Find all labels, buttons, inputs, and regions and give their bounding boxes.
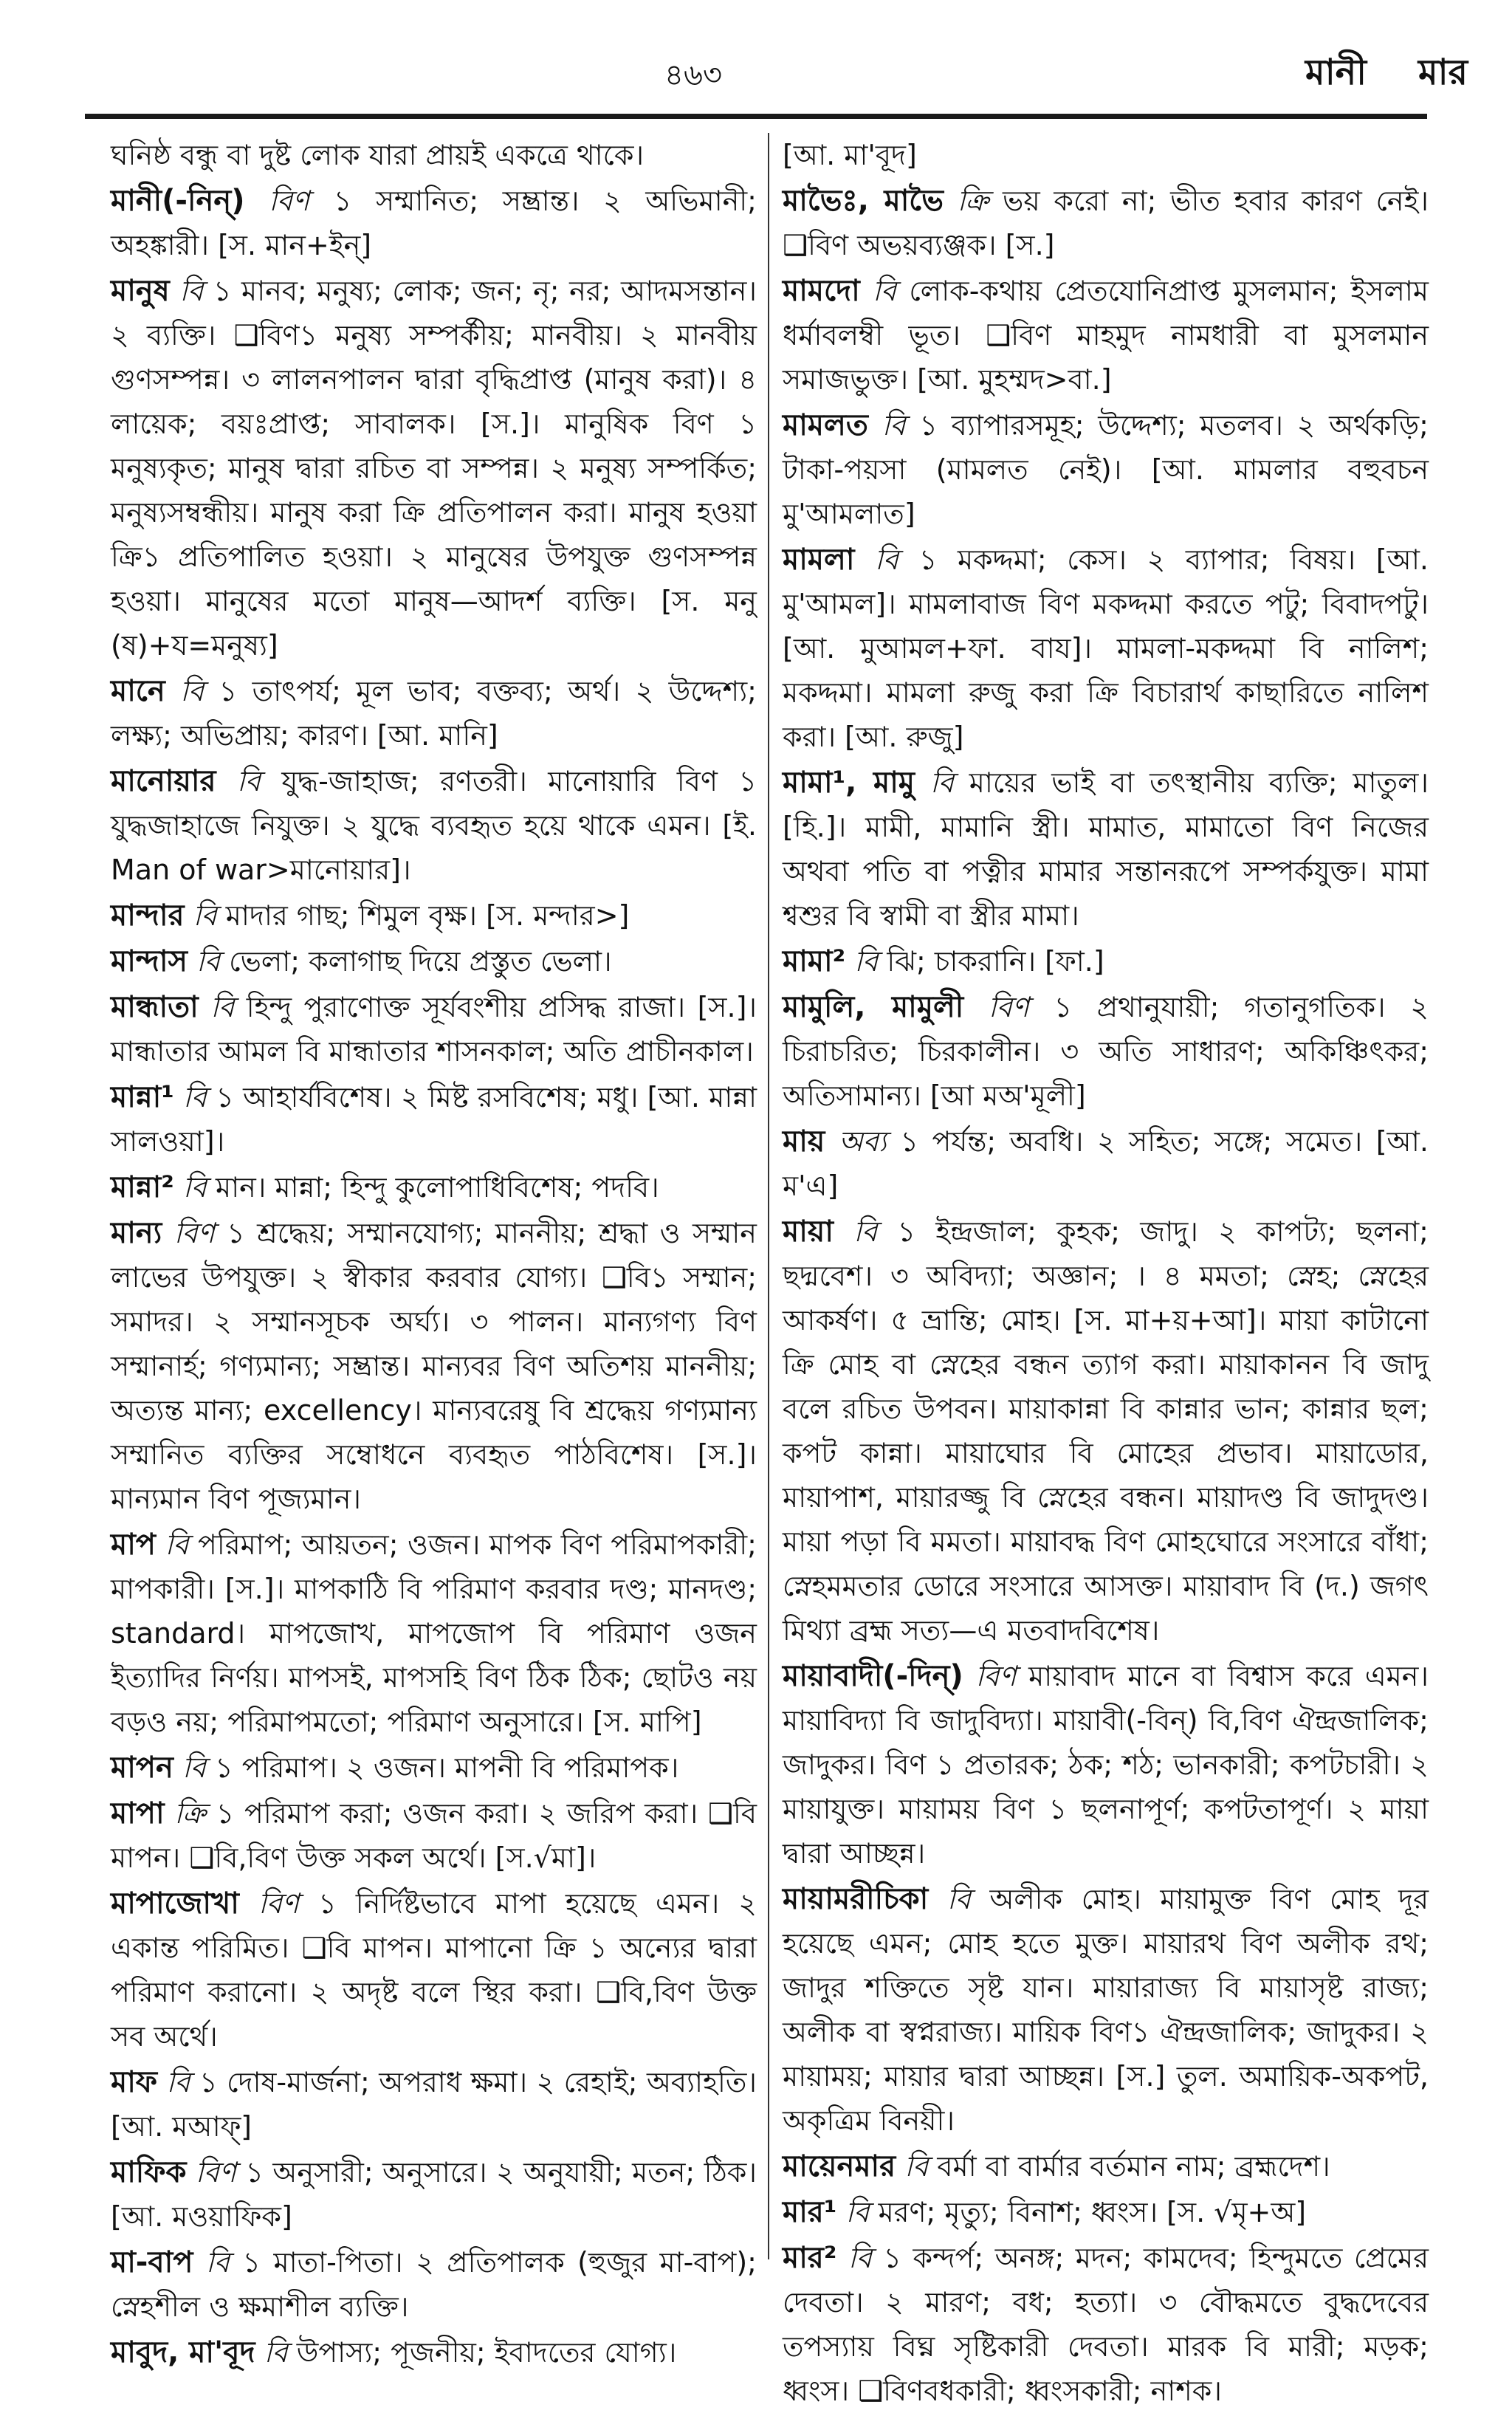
- entry-part-of-speech: বি: [929, 766, 954, 799]
- entry-definition: মায়াবাদ মানে বা বিশ্বাস করে এমন। মায়াবিদ্যা বি জাদুবিদ্যা। মায়াবী(-বিন্) বি,বিণ ঐন্দ্রজালিক; জাদুকর। বিণ ১ প্রতারক; ঠক; শঠ; ভানকারী; কপটচারী। ২ মায়াযুক্ত। মায়াময় বিণ ১ ছলনাপূর্ণ; কপটতাপূর্ণ। ২ মায়া দ্বারা আচ্ছন্ন।: [783, 1660, 1429, 1870]
- entry-headword: মানুষ: [111, 274, 170, 308]
- entry-part-of-speech: বি: [180, 675, 205, 707]
- dictionary-entry: [783, 2236, 1429, 2413]
- entry-headword: মার²: [783, 2241, 837, 2275]
- dictionary-entry: [783, 403, 1429, 536]
- entry-part-of-speech: বি: [165, 1528, 189, 1561]
- entry-definition: মান। মান্না; হিন্দু কুলোপাধিবিশেষ; পদবি।: [215, 1171, 659, 1204]
- entry-headword: মান্না¹: [111, 1080, 174, 1114]
- entry-part-of-speech: ক্রি: [957, 185, 989, 217]
- dictionary-entry: [111, 133, 757, 177]
- entry-part-of-speech: বি: [904, 2150, 929, 2183]
- entry-part-of-speech: বি: [946, 1883, 971, 1915]
- dictionary-entry: [111, 1791, 757, 1880]
- entry-definition: ১ শ্রদ্ধেয়; সম্মানযোগ্য; মাননীয়; শ্রদ্ধা ও সম্মান লাভের উপযুক্ত। ২ স্বীকার করবার যোগ্য। ❑বি১ সম্মান; সমাদর। ২ সম্মানসূচক অর্ঘ্য। ৩ পালন। মান্যগণ্য বিণ সম্মানার্হ; গণ্যমান্য; সম্ভ্রান্ত। মান্যবর বিণ অতিশয় মাননীয়; অত্যন্ত মান্য; excellency। মান্যবরেষু বি শ্রদ্ধেয় গণ্যমান্য সম্মানিত ব্যক্তির সম্বোধনে ব্যবহৃত পাঠবিশেষ। [স.]। মান্যমান বিণ পূজ্যমান।: [111, 1217, 757, 1515]
- page-number: ৪৬৩: [664, 58, 722, 92]
- guide-word-last: মার: [1418, 52, 1468, 93]
- header-rule: [85, 114, 1427, 119]
- entry-headword: মাভৈঃ, মাভৈ: [783, 184, 944, 218]
- entry-definition: ১ পর্যন্ত; অবধি। ২ সহিত; সঙ্গে; সমেত। [আ. ম'এ]: [783, 1125, 1429, 1202]
- entry-definition: ১ প্রথানুযায়ী; গতানুগতিক। ২ চিরাচরিত; চিরকালীন। ৩ অতি সাধারণ; অকিঞ্চিৎকর; অতিসামান্য। [আ মঅ'মূলী]: [783, 991, 1429, 1112]
- dictionary-entry: [111, 1211, 757, 1521]
- entry-headword: মান্না²: [111, 1170, 174, 1204]
- entry-definition: ১ দোষ-মার্জনা; অপরাধ ক্ষমা। ২ রেহাই; অব্যাহতি। [আ. মআফ্]: [111, 2066, 757, 2143]
- entry-headword: মায়া: [783, 1215, 834, 1249]
- entry-headword: মান্দার: [111, 899, 185, 933]
- entry-headword: মাফিক: [111, 2155, 187, 2189]
- dictionary-entry: [783, 179, 1429, 267]
- entry-part-of-speech: বি: [210, 991, 235, 1023]
- entry-part-of-speech: বি: [264, 2336, 288, 2369]
- entry-definition: বর্মা বা বার্মার বর্তমান নাম; ব্রহ্মদেশ।: [937, 2150, 1330, 2183]
- dictionary-entry: [783, 133, 1429, 177]
- entry-definition: ১ ইন্দ্রজাল; কুহক; জাদু। ২ কাপট্য; ছলনা; ছদ্মবেশ। ৩ অবিদ্যা; অজ্ঞান; । ৪ মমতা; স্নেহ; স্নেহের আকর্ষণ। ৫ ভ্রান্তি; মোহ। [স. মা+য়+আ]। মায়া কাটানো ক্রি মোহ বা স্নেহের বন্ধন ত্যাগ করা। মায়াকানন বি জাদু বলে রচিত উপবন। মায়াকান্না বি কান্নার ভান; কান্নার ছল; কপট কান্না। মায়াঘোর বি মোহের প্রভাব। মায়াডোর, মায়াপাশ, মায়ারজ্জু বি স্নেহের বন্ধন। মায়াদণ্ড বি জাদুদণ্ড। মায়া পড়া বি মমতা। মায়াবদ্ধ বিণ মোহঘোরে সংসারে বাঁধা; স্নেহমমতার ডোরে সংসারে আসক্ত। মায়াবাদ বি (দ.) জগৎ মিথ্যা ব্রহ্ম সত্য—এ মতবাদবিশেষ।: [783, 1215, 1429, 1647]
- entry-part-of-speech: বি: [193, 899, 217, 932]
- entry-definition: ১ মাতা-পিতা। ২ প্রতিপালক (হুজুর মা-বাপ); স্নেহশীল ও ক্ষমাশীল ব্যক্তি।: [111, 2246, 757, 2323]
- guide-words: [1305, 46, 1468, 104]
- entry-part-of-speech: বিণ: [258, 1887, 299, 1920]
- entry-part-of-speech: বিণ: [975, 1660, 1017, 1692]
- entry-headword: মামলা: [783, 543, 855, 577]
- dictionary-entry: [783, 269, 1429, 402]
- entry-part-of-speech: বিণ: [173, 1217, 215, 1249]
- dictionary-entry: [783, 2190, 1429, 2234]
- entry-headword: মাপা: [111, 1796, 165, 1830]
- entry-definition: অলীক মোহ। মায়ামুক্ত বিণ মোহ দূর হয়েছে এমন; মোহ হতে মুক্ত। মায়ারথ বিণ অলীক রথ; জাদুর শক্তিতে সৃষ্ট যান। মায়ারাজ্য বি মায়াসৃষ্ট রাজ্য; অলীক বা স্বপ্নরাজ্য। মায়িক বিণ১ ঐন্দ্রজালিক; জাদুকর। ২ মায়াময়; মায়ার দ্বারা আচ্ছন্ন। [স.] তুল. অমায়িক-অকপট, অকৃত্রিম বিনয়ী।: [783, 1883, 1429, 2137]
- entry-headword: মামা²: [783, 944, 846, 978]
- entry-part-of-speech: বিণ: [269, 185, 310, 217]
- dictionary-entry: [783, 2144, 1429, 2189]
- entry-part-of-speech: বি: [845, 2196, 870, 2228]
- entry-part-of-speech: বি: [236, 765, 261, 797]
- dictionary-entry: [111, 179, 757, 267]
- dictionary-entry: [111, 1881, 757, 2059]
- entry-definition: ১ ব্যাপারসমূহ; উদ্দেশ্য; মতলব। ২ অর্থকড়ি; টাকা-পয়সা (মামলত নেই)। [আ. মামলার বহুবচন মু'আমলাত]: [783, 409, 1429, 530]
- entry-definition: ভেলা; কলাগাছ দিয়ে প্রস্তুত ভেলা।: [229, 945, 612, 978]
- entry-headword: মা-বাপ: [111, 2245, 193, 2279]
- dictionary-entry: [783, 761, 1429, 938]
- entry-part-of-speech: বিণ: [195, 2156, 236, 2189]
- entry-part-of-speech: ক্রি: [174, 1797, 206, 1830]
- dictionary-entry: [783, 1877, 1429, 2143]
- entry-part-of-speech: বি: [848, 2242, 872, 2274]
- entry-definition: ১ আহার্যবিশেষ। ২ মিষ্ট রসবিশেষ; মধু। [আ. মান্না সালওয়া]।: [111, 1081, 757, 1158]
- entry-part-of-speech: বিণ: [988, 991, 1029, 1023]
- entry-headword: মামা¹, মামু: [783, 766, 915, 800]
- entry-definition: ঘনিষ্ঠ বন্ধু বা দুষ্ট লোক যারা প্রায়ই একত্রে থাকে।: [111, 139, 645, 171]
- dictionary-entry: [111, 939, 757, 984]
- entry-headword: মাপ: [111, 1528, 156, 1562]
- entry-definition: পরিমাপ; আয়তন; ওজন। মাপক বিণ পরিমাপকারী; মাপকারী। [স.]। মাপকাঠি বি পরিমাণ করবার দণ্ড; মানদণ্ড; standard। মাপজোখ, মাপজোপ বি পরিমাণ ওজন ইত্যাদির নির্ণয়। মাপসই, মাপসহি বিণ ঠিক ঠিক; ছোটও নয় বড়ও নয়; পরিমাপমতো; পরিমাণ অনুসারে। [স. মাপি]: [111, 1528, 757, 1738]
- dictionary-entry: [783, 1119, 1429, 1208]
- dictionary-entry: [111, 1523, 757, 1744]
- page-header: [0, 0, 1512, 118]
- entry-definition: ১ নির্দিষ্টভাবে মাপা হয়েছে এমন। ২ একান্ত পরিমিত। ❑বি মাপন। মাপানো ক্রি ১ অন্যের দ্বারা পরিমাণ করানো। ২ অদৃষ্ট বলে স্থির করা। ❑বি,বিণ উক্ত সব অর্থে।: [111, 1887, 757, 2053]
- dictionary-entry: [783, 1209, 1429, 1652]
- dictionary-entry: [783, 538, 1429, 759]
- entry-headword: মানে: [111, 674, 165, 708]
- entry-headword: মার¹: [783, 2195, 837, 2229]
- entry-definition: ১ মকদ্দমা; কেস। ২ ব্যাপার; বিষয়। [আ. মু'আমল]। মামলাবাজ বিণ মকদ্দমা করতে পটু; বিবাদপটু। [আ. মুআমল+ফা. বায]। মামলা-মকদ্দমা বি নালিশ; মকদ্দমা। মামলা রুজু করা ক্রি বিচারার্থ কাছারিতে নালিশ করা। [আ. রুজু]: [783, 543, 1429, 753]
- entry-headword: মান্দাস: [111, 944, 188, 978]
- entry-part-of-speech: বি: [179, 275, 204, 307]
- entry-definition: ১ কন্দর্প; অনঙ্গ; মদন; কামদেব; হিন্দুমতে প্রেমের দেবতা। ২ মারণ; বধ; হত্যা। ৩ বৌদ্ধমতে বুদ্ধদেবের তপস্যায় বিঘ্ন সৃষ্টিকারী দেবতা। মারক বি মারী; মড়ক; ধ্বংস। ❑বিণবধকারী; ধ্বংসকারী; নাশক।: [783, 2242, 1429, 2407]
- dictionary-entry: [111, 2150, 757, 2239]
- entry-part-of-speech: বি: [166, 2066, 190, 2098]
- dictionary-entry: [111, 1746, 757, 1790]
- column-divider: [768, 133, 769, 2259]
- entry-definition: উপাস্য; পূজনীয়; ইবাদতের যোগ্য।: [296, 2336, 677, 2369]
- entry-definition: যুদ্ধ-জাহাজ; রণতরী। মানোয়ারি বিণ ১ যুদ্ধজাহাজে নিযুক্ত। ২ যুদ্ধে ব্যবহৃত হয়ে থাকে এমন। [ই. Man of war>মানোয়ার]।: [111, 765, 757, 886]
- left-column: [111, 133, 757, 2369]
- entry-headword: মানোয়ার: [111, 764, 216, 798]
- dictionary-entry: [111, 2240, 757, 2329]
- entry-part-of-speech: বি: [853, 1215, 878, 1248]
- entry-definition: মরণ; মৃত্যু; বিনাশ; ধ্বংস। [স. √মৃ+অ]: [878, 2196, 1307, 2228]
- entry-definition: ভয় করো না; ভীত হবার কারণ নেই। ❑বিণ অভয়ব্যঞ্জক। [স.]: [783, 185, 1429, 261]
- dictionary-entry: [111, 985, 757, 1074]
- entry-headword: মায়ামরীচিকা: [783, 1882, 929, 1916]
- dictionary-entry: [783, 939, 1429, 984]
- dictionary-entry: [111, 2330, 757, 2375]
- entry-part-of-speech: বি: [182, 1751, 206, 1784]
- entry-definition: লোক-কথায় প্রেতযোনিপ্রাপ্ত মুসলমান; ইসলাম ধর্মাবলম্বী ভূত। ❑বিণ মাহমুদ নামধারী বা মুসলমান সমাজভুক্ত। [আ. মুহম্মদ>বা.]: [783, 275, 1429, 396]
- entry-part-of-speech: বি: [882, 409, 906, 442]
- entry-part-of-speech: বি: [854, 945, 879, 978]
- entry-headword: মান্য: [111, 1216, 162, 1250]
- entry-headword: মামদো: [783, 274, 860, 308]
- dictionary-entry: [111, 1165, 757, 1209]
- entry-definition: মাদার গাছ; শিমুল বৃক্ষ। [স. মন্দার>]: [225, 899, 630, 932]
- entry-headword: মানী(-নিন্): [111, 184, 245, 218]
- entry-part-of-speech: বি: [196, 945, 221, 978]
- entry-definition: মায়ের ভাই বা তৎস্থানীয় ব্যক্তি; মাতুল। [হি.]। মামী, মামানি স্ত্রী। মামাত, মামাতো বিণ নিজের অথবা পতি বা পত্নীর মামার সন্তানরূপে সম্পর্কযুক্ত। মামা শ্বশুর বি স্বামী বা স্ত্রীর মামা।: [783, 766, 1429, 932]
- entry-definition: ১ সম্মানিত; সম্ভ্রান্ত। ২ অভিমানী; অহঙ্কারী। [স. মান+ইন্]: [111, 185, 757, 261]
- entry-definition: ১ তাৎপর্য; মূল ভাব; বক্তব্য; অর্থ। ২ উদ্দেশ্য; লক্ষ্য; অভিপ্রায়; কারণ। [আ. মানি]: [111, 675, 757, 752]
- dictionary-entry: [111, 1075, 757, 1164]
- dictionary-entry: [783, 985, 1429, 1118]
- entry-definition: ১ পরিমাপ করা; ওজন করা। ২ জরিপ করা। ❑বি মাপন। ❑বি,বিণ উক্ত সকল অর্থে। [স.√মা]।: [111, 1797, 757, 1874]
- entry-definition: ১ পরিমাপ। ২ ওজন। মাপনী বি পরিমাপক।: [215, 1751, 679, 1784]
- dictionary-entry: [111, 759, 757, 892]
- entry-part-of-speech: বি: [182, 1081, 207, 1113]
- entry-part-of-speech: বি: [873, 275, 897, 307]
- entry-headword: মাপন: [111, 1751, 173, 1785]
- entry-part-of-speech: অব্য: [838, 1125, 887, 1158]
- entry-part-of-speech: বি: [875, 543, 899, 576]
- entry-part-of-speech: বি: [205, 2246, 230, 2279]
- entry-headword: মাপাজোখা: [111, 1887, 239, 1921]
- entry-definition: ১ অনুসারী; অনুসারে। ২ অনুযায়ী; মতন; ঠিক। [আ. মওয়াফিক]: [111, 2156, 757, 2233]
- entry-headword: মাবুদ, মা'বূদ: [111, 2335, 255, 2369]
- dictionary-entry: [111, 893, 757, 938]
- dictionary-entry: [111, 269, 757, 667]
- dictionary-entry: [111, 669, 757, 758]
- entry-headword: মায়েনমার: [783, 2149, 896, 2183]
- dictionary-entry: [783, 1654, 1429, 1875]
- entry-definition: হিন্দু পুরাণোক্ত সূর্যবংশীয় প্রসিদ্ধ রাজা। [স.]। মান্ধাতার আমল বি মান্ধাতার শাসনকাল; অতি প্রাচীনকাল।: [111, 991, 757, 1068]
- guide-word-first: মানী: [1305, 52, 1367, 93]
- entry-part-of-speech: বি: [182, 1171, 207, 1204]
- entry-headword: মামলত: [783, 408, 868, 442]
- entry-definition: [আ. মা'বূদ]: [783, 139, 917, 171]
- entry-headword: মায়: [783, 1125, 825, 1159]
- entry-definition: ১ মানব; মনুষ্য; লোক; জন; নৃ; নর; আদমসন্তান। ২ ব্যক্তি। ❑বিণ১ মনুষ্য সম্পর্কীয়; মানবীয়। ২ মানবীয় গুণসম্পন্ন। ৩ লালনপালন দ্বারা বৃদ্ধিপ্রাপ্ত (মানুষ করা)। ৪ লায়েক; বয়ঃপ্রাপ্ত; সাবালক। [স.]। মানুষিক বিণ ১ মনুষ্যকৃত; মানুষ দ্বারা রচিত বা সম্পন্ন। ২ মনুষ্য সম্পর্কিত; মনুষ্যসম্বন্ধীয়। মানুষ করা ক্রি প্রতিপালন করা। মানুষ হওয়া ক্রি১ প্রতিপালিত হওয়া। ২ মানুষের উপযুক্ত গুণসম্পন্ন হওয়া। মানুষের মতো মানুষ—আদর্শ ব্যক্তি। [স. মনু (ষ)+য=মনুষ্য]: [111, 275, 757, 662]
- right-column: [783, 133, 1429, 2407]
- entry-headword: মান্ধাতা: [111, 990, 199, 1024]
- entry-definition: ঝি; চাকরানি। [ফা.]: [887, 945, 1104, 978]
- entry-headword: মাফ: [111, 2065, 158, 2099]
- dictionary-entry: [111, 2060, 757, 2149]
- entry-headword: মায়াবাদী(-দিন্): [783, 1659, 963, 1693]
- entry-headword: মামুলি, মামুলী: [783, 990, 964, 1024]
